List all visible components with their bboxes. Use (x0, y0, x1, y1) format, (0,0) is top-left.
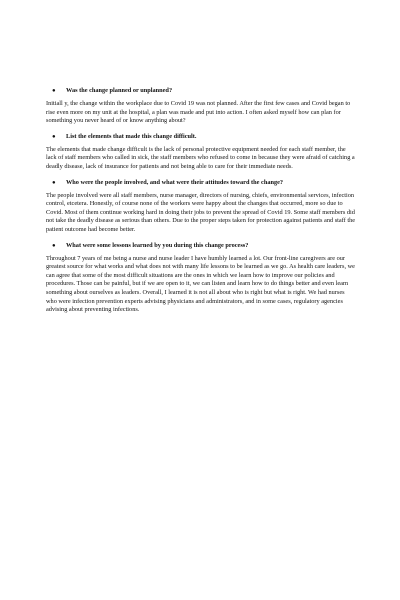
paragraph: Initiall y, the change within the workplace due to Covid 19 was not planned. After the first few cases and Covid began to rise even more on my unit at the hospital, a plan was made and put into action. I often asked myself how can plan for something you never heard of or know anything about? (46, 100, 351, 125)
section-heading (52, 86, 356, 96)
heading-text: List the elements that made this change difficult. (66, 132, 197, 140)
section-heading (52, 241, 356, 251)
bullet-icon: ● (52, 179, 56, 186)
section-change-planned (46, 86, 356, 126)
section-people-involved (46, 178, 356, 235)
paragraph: The elements that made change difficult is the lack of personal protective equipment needed for each staff member, the lack of staff members who called in sick, the staff members who refused to come in because they were afraid of catching a deadly disease, lack of insurance for patients and not being able to care for their immediate needs. (46, 145, 355, 170)
paragraph: The people involved were all staff members, nurse manager, directors of nursing, chiefs, environmental services, infection control, etcetera. Honestly, of course none of the workers were happy about the changes that occurred, more so due to Covid. Most of them continue working hard in doing their jobs to prevent the spread of Covid 19. Some staff members did not take the deadly disease as serious than others. Due to the proper steps taken for protection against patients and staff the patient outcome had become better. (46, 191, 356, 233)
bullet-icon: ● (52, 133, 56, 140)
section-difficult-elements (46, 132, 356, 172)
section-lessons-learned (46, 241, 356, 315)
section-heading (52, 132, 356, 142)
bullet-icon: ● (52, 88, 56, 94)
paragraph: Throughout 7 years of me being a nurse and nurse leader I have humbly learned a lot. Our front-line caregivers are our greatest source for what works and what does not with many life lessons to be learned as we go. As health care leaders, we can agree that some of the most difficult situations are the ones in which we learn how to improve our policies and procedures. Those can be painful, but if we are open to it, we can listen and learn how to do things better and even learn something about ourselves as leaders. Overall, I learned it is not all about who is right but what is right. We had nurses who were infection prevention experts advising physicians and administrators, and in some cases, regulatory agencies advising about preventing infections. (46, 254, 355, 314)
heading-text: Who were the people involved, and what were their attitudes toward the change? (66, 178, 284, 186)
heading-text: Was the change planned or unplanned? (66, 87, 173, 94)
heading-text: What were some lessons learned by you during this change process? (66, 241, 249, 249)
bullet-icon: ● (52, 242, 56, 249)
section-heading (52, 178, 356, 188)
